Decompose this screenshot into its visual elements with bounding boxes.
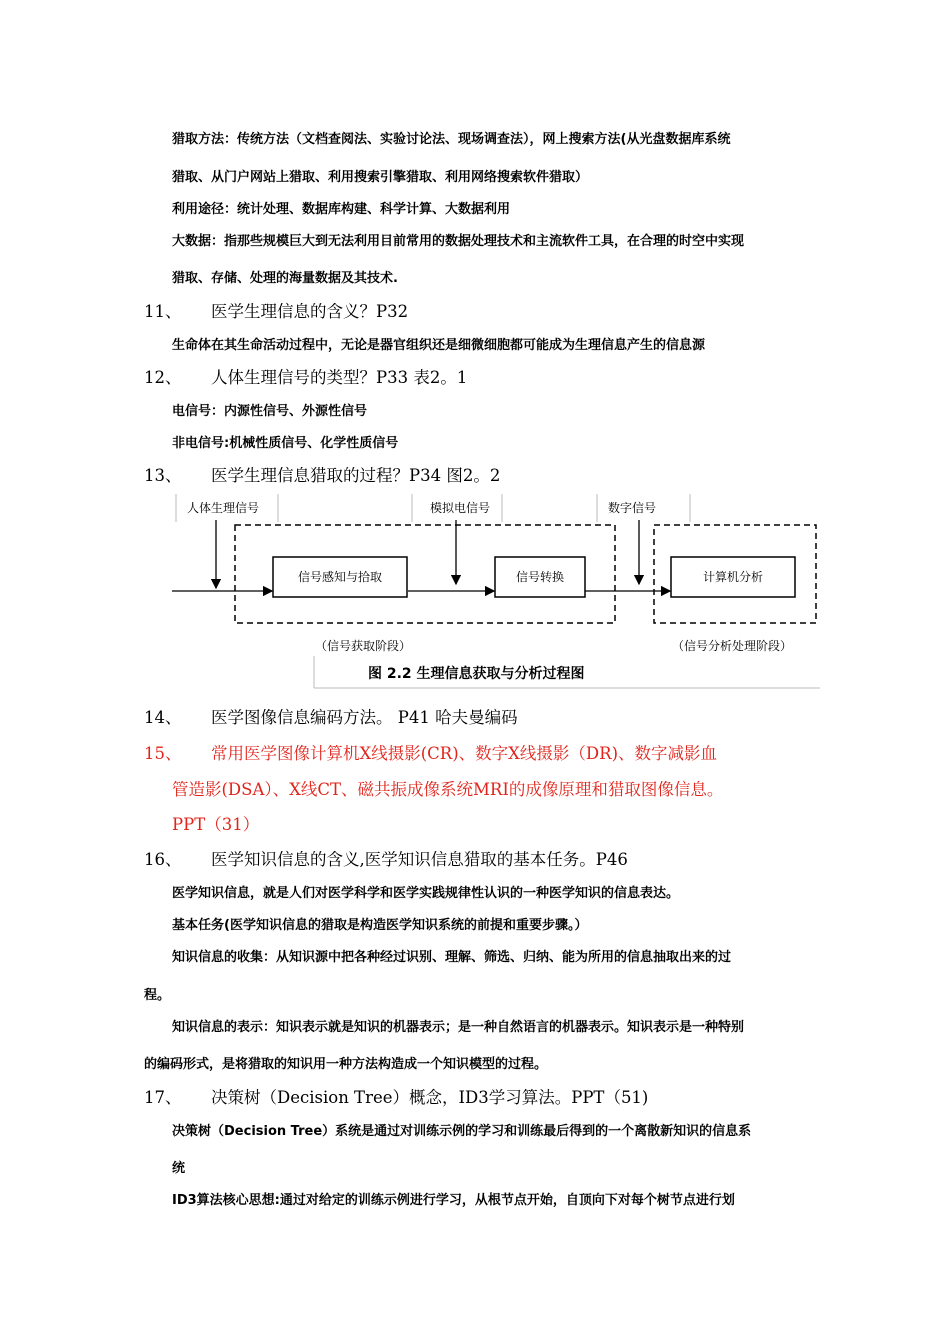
question-number: 11、 [144, 302, 182, 321]
text-line: 猎取方法：传统方法（文档查阅法、实验讨论法、现场调查法），网上搜索方法(从光盘数据库系统 [172, 132, 731, 147]
process-diagram [172, 490, 836, 690]
question-text: 人体生理信号的类型？P33 表2。1 [211, 368, 468, 387]
question-text: 医学知识信息的含义,医学知识信息猎取的基本任务。P46 [211, 850, 628, 869]
question-number: 12、 [144, 368, 182, 387]
question-text: 医学生理信息猎取的过程？P34 图2。2 [211, 466, 501, 485]
answer-line: 非电信号:机械性质信号、化学性质信号 [172, 436, 399, 451]
box-computer-analysis-label: 计算机分析 [702, 570, 764, 584]
question-number: 17、 [144, 1088, 182, 1107]
answer-line: 知识信息的表示：知识表示就是知识的机器表示；是一种自然语言的机器表示。知识表示是一种特别 [172, 1020, 745, 1035]
answer-line: 决策树（Decision Tree）系统是通过对训练示例的学习和训练最后得到的一个离散新知识的信息系 [172, 1124, 752, 1139]
answer-line: ID3算法核心思想:通过对给定的训练示例进行学习，从根节点开始，自顶向下对每个树节点进行划 [172, 1193, 735, 1208]
question-15-line-3: PPT（31） [172, 815, 260, 834]
answer-line: 医学知识信息，就是人们对医学科学和医学实践规律性认识的一种医学知识的信息表达。 [172, 886, 680, 901]
question-text: 决策树（Decision Tree）概念，ID3学习算法。PPT（51) [211, 1088, 649, 1107]
answer-line: 电信号：内源性信号、外源性信号 [172, 404, 368, 419]
answer-line: 的编码形式，是将猎取的知识用一种方法构造成一个知识模型的过程。 [144, 1057, 548, 1072]
label-physio-signal: 人体生理信号 [187, 501, 260, 515]
question-15-line-2: 管造影(DSA）、X线CT、磁共振成像系统MRI的成像原理和猎取图像信息。 [172, 780, 724, 799]
text-line: 猎取、存储、处理的海量数据及其技术. [172, 271, 398, 286]
text-line: 猎取、从门户网站上猎取、利用搜索引擎猎取、利用网络搜索软件猎取） [172, 170, 589, 185]
answer-line: 知识信息的收集：从知识源中把各种经过识别、理解、筛选、归纳、能为所用的信息抽取出来的过 [172, 950, 732, 965]
text-line: 利用途径：统计处理、数据库构建、科学计算、大数据利用 [172, 202, 511, 217]
question-number: 15、 [144, 744, 182, 763]
stage-acquire-label: （信号获取阶段） [315, 639, 412, 653]
question-text: 医学图像信息编码方法。 P41 哈夫曼编码 [211, 708, 518, 727]
box-signal-sensing-label: 信号感知与拾取 [297, 570, 383, 584]
question-number: 16、 [144, 850, 182, 869]
label-analog-signal: 模拟电信号 [430, 501, 491, 515]
question-number: 14、 [144, 708, 182, 727]
answer-line: 基本任务(医学知识信息的猎取是构造医学知识系统的前提和重要步骤。） [172, 918, 588, 933]
label-digital-signal: 数字信号 [608, 501, 657, 515]
box-signal-conversion-label: 信号转换 [515, 570, 565, 584]
stage-analyze-label: （信号分析处理阶段） [672, 639, 793, 653]
text-line: 大数据：指那些规模巨大到无法利用目前常用的数据处理技术和主流软件工具，在合理的时空中实现 [172, 234, 745, 249]
answer-line: 生命体在其生命活动过程中，无论是器官组织还是细微细胞都可能成为生理信息产生的信息源 [172, 338, 706, 353]
question-number: 13、 [144, 466, 182, 485]
answer-line: 程。 [144, 988, 171, 1003]
question-text: 常用医学图像计算机X线摄影(CR)、数字X线摄影（DR)、数字减影血 [211, 744, 718, 763]
question-text: 医学生理信息的含义？P32 [211, 302, 409, 321]
diagram-caption: 图 2.2 生理信息获取与分析过程图 [368, 666, 585, 682]
answer-line: 统 [172, 1161, 186, 1176]
